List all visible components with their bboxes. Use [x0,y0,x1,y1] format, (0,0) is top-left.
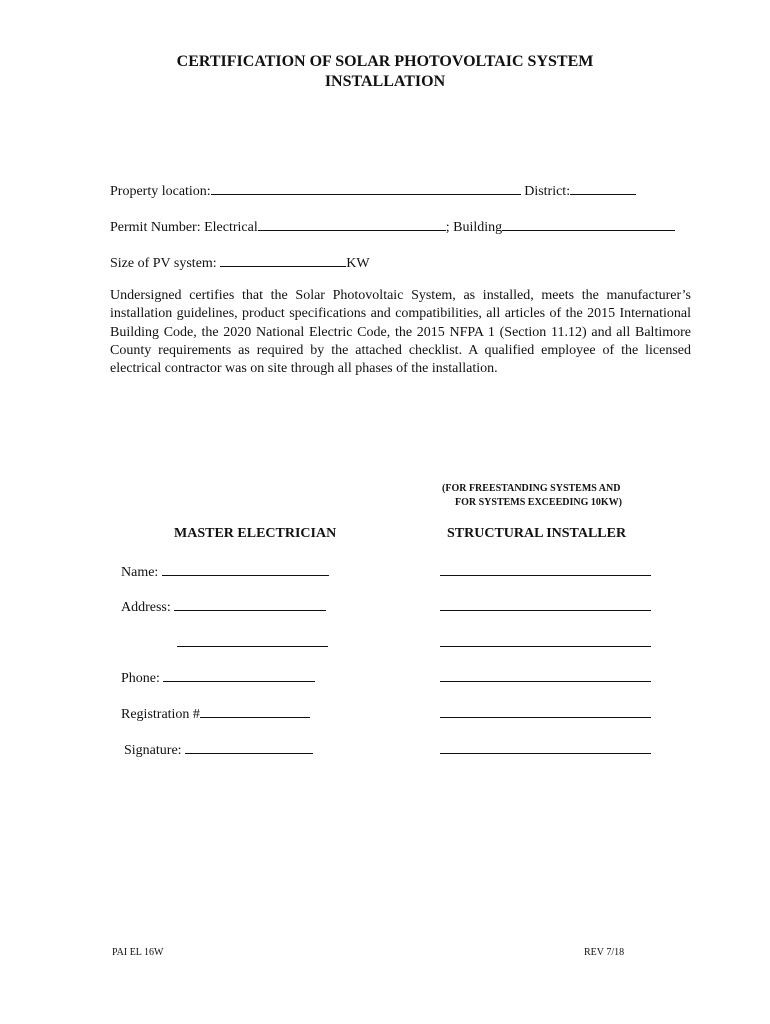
electrician-signature-field[interactable] [185,740,313,754]
revision-date: REV 7/18 [584,947,625,958]
permit-electrical-field[interactable] [258,217,446,231]
permit-building-field[interactable] [502,217,675,231]
pv-size-field[interactable] [220,253,346,267]
electrician-phone-row [121,668,315,688]
permit-number-row [110,217,675,237]
electrician-phone-label: Phone: [121,671,164,686]
district-field[interactable] [570,181,636,195]
electrician-registration-label: Registration # [121,707,200,722]
electrician-signature-row [124,740,313,760]
pv-size-row [110,253,370,273]
property-location-field[interactable] [211,181,521,195]
electrician-address-row-2 [177,633,328,653]
certification-statement: Undersigned certifies that the Solar Photovoltaic System, as installed, meets the manufacturer’s installation guidelines, product specifications and compatibilities, all articles of the 2015 International Building Code, the 2020 National Electric Code, the 2015 NFPA 1 (Section 11.12) and all Baltimore County requirements as required by the attached checklist. A qualified employee of the licensed electrical contractor was on site through all phases of the installation. [110,288,691,377]
structural-note-line-2: FOR SYSTEMS EXCEEDING 10KW) [455,497,622,508]
electrician-address-row [121,597,326,617]
permit-building-label: ; Building [445,220,503,235]
structural-note-line-1: (FOR FREESTANDING SYSTEMS AND [442,483,621,494]
document-title-line-2: INSTALLATION [324,73,446,90]
pv-size-label: Size of PV system: [110,256,221,271]
document-title-line-1: CERTIFICATION OF SOLAR PHOTOVOLTAIC SYSTEM [176,53,594,70]
installer-signature-field[interactable] [440,753,651,754]
pv-size-unit: KW [346,256,370,271]
installer-phone-field[interactable] [440,681,651,682]
electrician-address-field-2[interactable] [177,633,328,647]
master-electrician-heading: MASTER ELECTRICIAN [174,526,337,541]
electrician-name-row [121,562,329,582]
electrician-address-label: Address: [121,600,175,615]
structural-installer-heading: STRUCTURAL INSTALLER [447,526,627,541]
installer-address-field[interactable] [440,610,651,611]
property-location-row [110,181,636,201]
electrician-registration-row [121,704,310,724]
installer-name-field[interactable] [440,575,651,576]
installer-address-field-2[interactable] [440,646,651,647]
permit-electrical-label: Permit Number: Electrical [110,220,258,235]
electrician-name-label: Name: [121,565,162,580]
installer-registration-field[interactable] [440,717,651,718]
electrician-registration-field[interactable] [200,704,310,718]
form-code: PAI EL 16W [112,947,164,958]
electrician-phone-field[interactable] [163,668,315,682]
district-label: District: [520,184,571,199]
property-location-label: Property location: [110,184,211,199]
electrician-name-field[interactable] [162,562,329,576]
electrician-address-field[interactable] [174,597,326,611]
electrician-signature-label: Signature: [124,743,186,758]
